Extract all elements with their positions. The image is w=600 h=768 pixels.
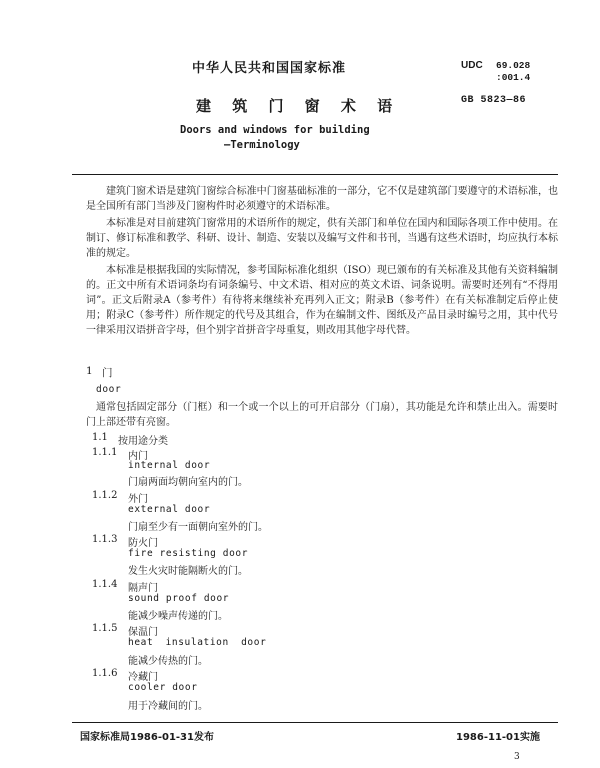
term-en: internal door — [128, 460, 211, 471]
term-en: heat insulation door — [128, 637, 267, 648]
udc-code-line2: :001.4 — [496, 72, 531, 83]
page-number: 3 — [514, 752, 520, 762]
intro-paragraph-1: 建筑门窗术语是建筑门窗综合标准中门窗基础标准的一部分，它不仅是建筑部门要遵守的术语标准，也是全国所有部门当涉及门窗构件时必须遵守的术语标准。 — [86, 186, 558, 212]
english-title-line1: Doors and windows for building — [180, 124, 370, 136]
term-cn: 内门 — [128, 451, 148, 462]
term-en: sound proof door — [128, 593, 230, 604]
standard-type: 中华人民共和国国家标准 — [192, 61, 347, 76]
term-number: 1.1.3 — [92, 534, 118, 545]
term-en: fire resisting door — [128, 548, 249, 559]
term-cn: 外门 — [128, 494, 148, 505]
page-title: 建 筑 门 窗 术 语 — [196, 97, 401, 115]
term-number: 1.1.1 — [92, 447, 118, 458]
term-number: 1.1.4 — [92, 579, 118, 590]
term-definition: 能减少噪声传递的门。 — [128, 611, 228, 622]
english-title-line2: —Terminology — [224, 139, 300, 151]
section-term-en: door — [96, 384, 122, 395]
subsection-title: 按用途分类 — [118, 436, 168, 447]
term-definition: 用于冷藏间的门。 — [128, 701, 208, 712]
term-definition: 门扇至少有一面朝向室外的门。 — [128, 522, 268, 533]
term-en: external door — [128, 504, 211, 515]
standard-number: GB 5823—86 — [461, 95, 527, 106]
footer-rule — [72, 722, 558, 723]
term-en: cooler door — [128, 682, 198, 693]
header-rule — [72, 174, 558, 175]
term-number: 1.1.5 — [92, 623, 118, 634]
section-number: 1 — [86, 365, 93, 377]
term-definition: 能减少传热的门。 — [128, 656, 208, 667]
udc-code-line1: 69.028 — [496, 60, 531, 71]
section-definition: 通常包括固定部分（门框）和一个或一个以上的可开启部分（门扇），其功能是允许和禁止出入。需要时门上部还带有亮窗。 — [86, 402, 558, 428]
intro-paragraph-3: 本标准是根据我国的实际情况，参考国际标准化组织（ISO）现已颁布的有关标准及其他有关资料编制的。正文中所有术语词条均有词条编号、中文术语、相对应的英文术语、词条说明。需要时还列有“不得用词”。正文后附录A（参考件）有待将来继续补充再列入正文；附录B（参考件）在有关标准制定后停止使用；附录C（参考件）所作规定的代号及其组合，作为在编制文件、图纸及产品目录时编号之用，其中代号一律采用汉语拼音字母，但个别字首拼音字母重复，则改用其他字母代替。 — [86, 265, 558, 336]
section-title: 门 — [102, 367, 113, 379]
term-definition: 门扇两面均朝向室内的门。 — [128, 477, 248, 488]
term-number: 1.1.6 — [92, 668, 118, 679]
term-cn: 冷藏门 — [128, 672, 158, 683]
subsection-number: 1.1 — [92, 432, 108, 443]
issue-date: 国家标准局1986-01-31发布 — [80, 732, 214, 743]
intro-paragraph-2: 本标准是对目前建筑门窗常用的术语所作的规定，供有关部门和单位在国内和国际各项工作中使用。在制订、修订标准和教学、科研、设计、制造、安装以及编写文件和书刊，当遇有这些术语时，均应执行本标准的规定。 — [86, 218, 558, 259]
term-cn: 保温门 — [128, 627, 158, 638]
implementation-date: 1986-11-01实施 — [456, 732, 540, 743]
term-cn: 防火门 — [128, 538, 158, 549]
term-number: 1.1.2 — [92, 490, 118, 501]
term-definition: 发生火灾时能隔断火的门。 — [128, 566, 248, 577]
term-cn: 隔声门 — [128, 583, 158, 594]
udc-label: UDC — [461, 60, 483, 71]
